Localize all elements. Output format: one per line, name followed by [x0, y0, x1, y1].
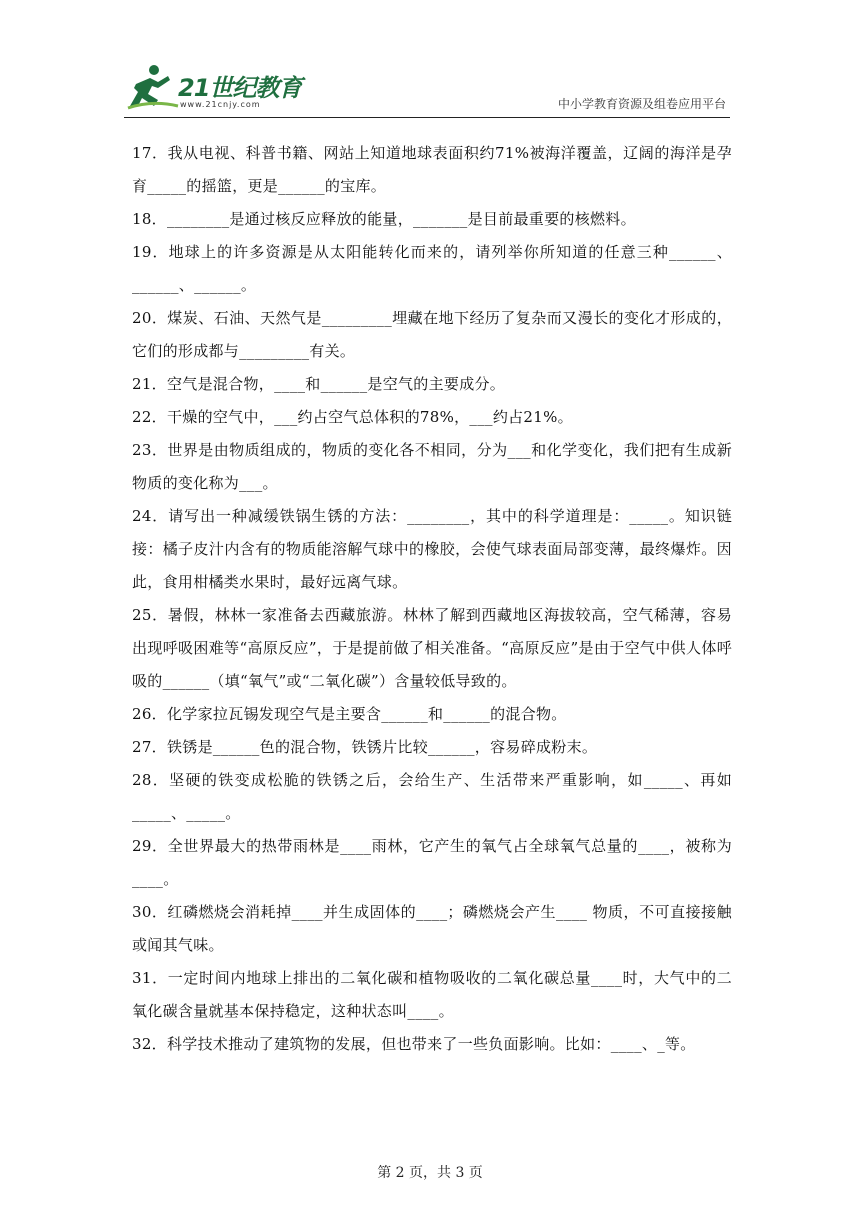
- question-19: 19．地球上的许多资源是从太阳能转化而来的，请列举你所知道的任意三种______、______、______。: [132, 243, 732, 294]
- question-18: 18．________是通过核反应释放的能量，_______是目前最重要的核燃料。: [132, 210, 636, 228]
- page-footer: 第 2 页，共 3 页: [377, 1165, 483, 1181]
- question-30: 30．红磷燃烧会消耗掉____并生成固体的____；磷燃烧会产生____ 物质，不可直接接触或闻其气味。: [132, 903, 732, 954]
- question-26: 26．化学家拉瓦锡发现空气是主要含______和______的混合物。: [132, 705, 567, 723]
- question-32: 32．科学技术推动了建筑物的发展，但也带来了一些负面影响。比如：____、_等。: [132, 1035, 696, 1053]
- page-header: [0, 0, 860, 125]
- question-23: 23．世界是由物质组成的，物质的变化各不相同，分为___和化学变化，我们把有生成新物质的变化称为___。: [132, 441, 732, 492]
- question-24: 24．请写出一种减缓铁锅生锈的方法：________，其中的科学道理是：_____。知识链接：橘子皮汁内含有的物质能溶解气球中的橡胶，会使气球表面局部变薄，最终爆炸。因此，食用柑橘类水果时，最好远离气球。: [132, 507, 732, 591]
- header-divider: [124, 117, 730, 118]
- logo: [124, 62, 324, 118]
- question-27: 27．铁锈是______色的混合物，铁锈片比较______，容易碎成粉末。: [132, 738, 598, 756]
- logo-url: www.21cnjy.com: [180, 100, 261, 109]
- question-21: 21．空气是混合物，____和______是空气的主要成分。: [132, 375, 506, 393]
- question-20: 20．煤炭、石油、天然气是_________埋藏在地下经历了复杂而又漫长的变化才形成的，它们的形成都与_________有关。: [132, 309, 732, 360]
- runner-logo-icon: [124, 62, 180, 112]
- platform-name: 中小学教育资源及组卷应用平台: [557, 97, 726, 111]
- question-28: 28．坚硬的铁变成松脆的铁锈之后，会给生产、生活带来严重影响，如_____、再如_____、_____。: [132, 771, 732, 822]
- question-29: 29．全世界最大的热带雨林是____雨林，它产生的氧气占全球氧气总量的____，被称为____。: [132, 837, 732, 888]
- question-31: 31．一定时间内地球上排出的二氧化碳和植物吸收的二氧化碳总量____时，大气中的二氧化碳含量就基本保持稳定，这种状态叫____。: [132, 969, 732, 1020]
- question-list: [132, 137, 732, 1061]
- question-25: 25．暑假，林林一家准备去西藏旅游。林林了解到西藏地区海拔较高，空气稀薄，容易出现呼吸困难等“高原反应”，于是提前做了相关准备。“高原反应”是由于空气中供人体呼吸的______（填“氧气”或“二氧化碳”）含量较低导致的。: [132, 606, 732, 690]
- question-22: 22．干燥的空气中，___约占空气总体积的78%，___约占21%。: [132, 408, 573, 426]
- logo-text: 21世纪教育: [178, 74, 302, 102]
- question-17: 17．我从电视、科普书籍、网站上知道地球表面积约71%被海洋覆盖，辽阔的海洋是孕育_____的摇篮，更是______的宝库。: [132, 144, 732, 195]
